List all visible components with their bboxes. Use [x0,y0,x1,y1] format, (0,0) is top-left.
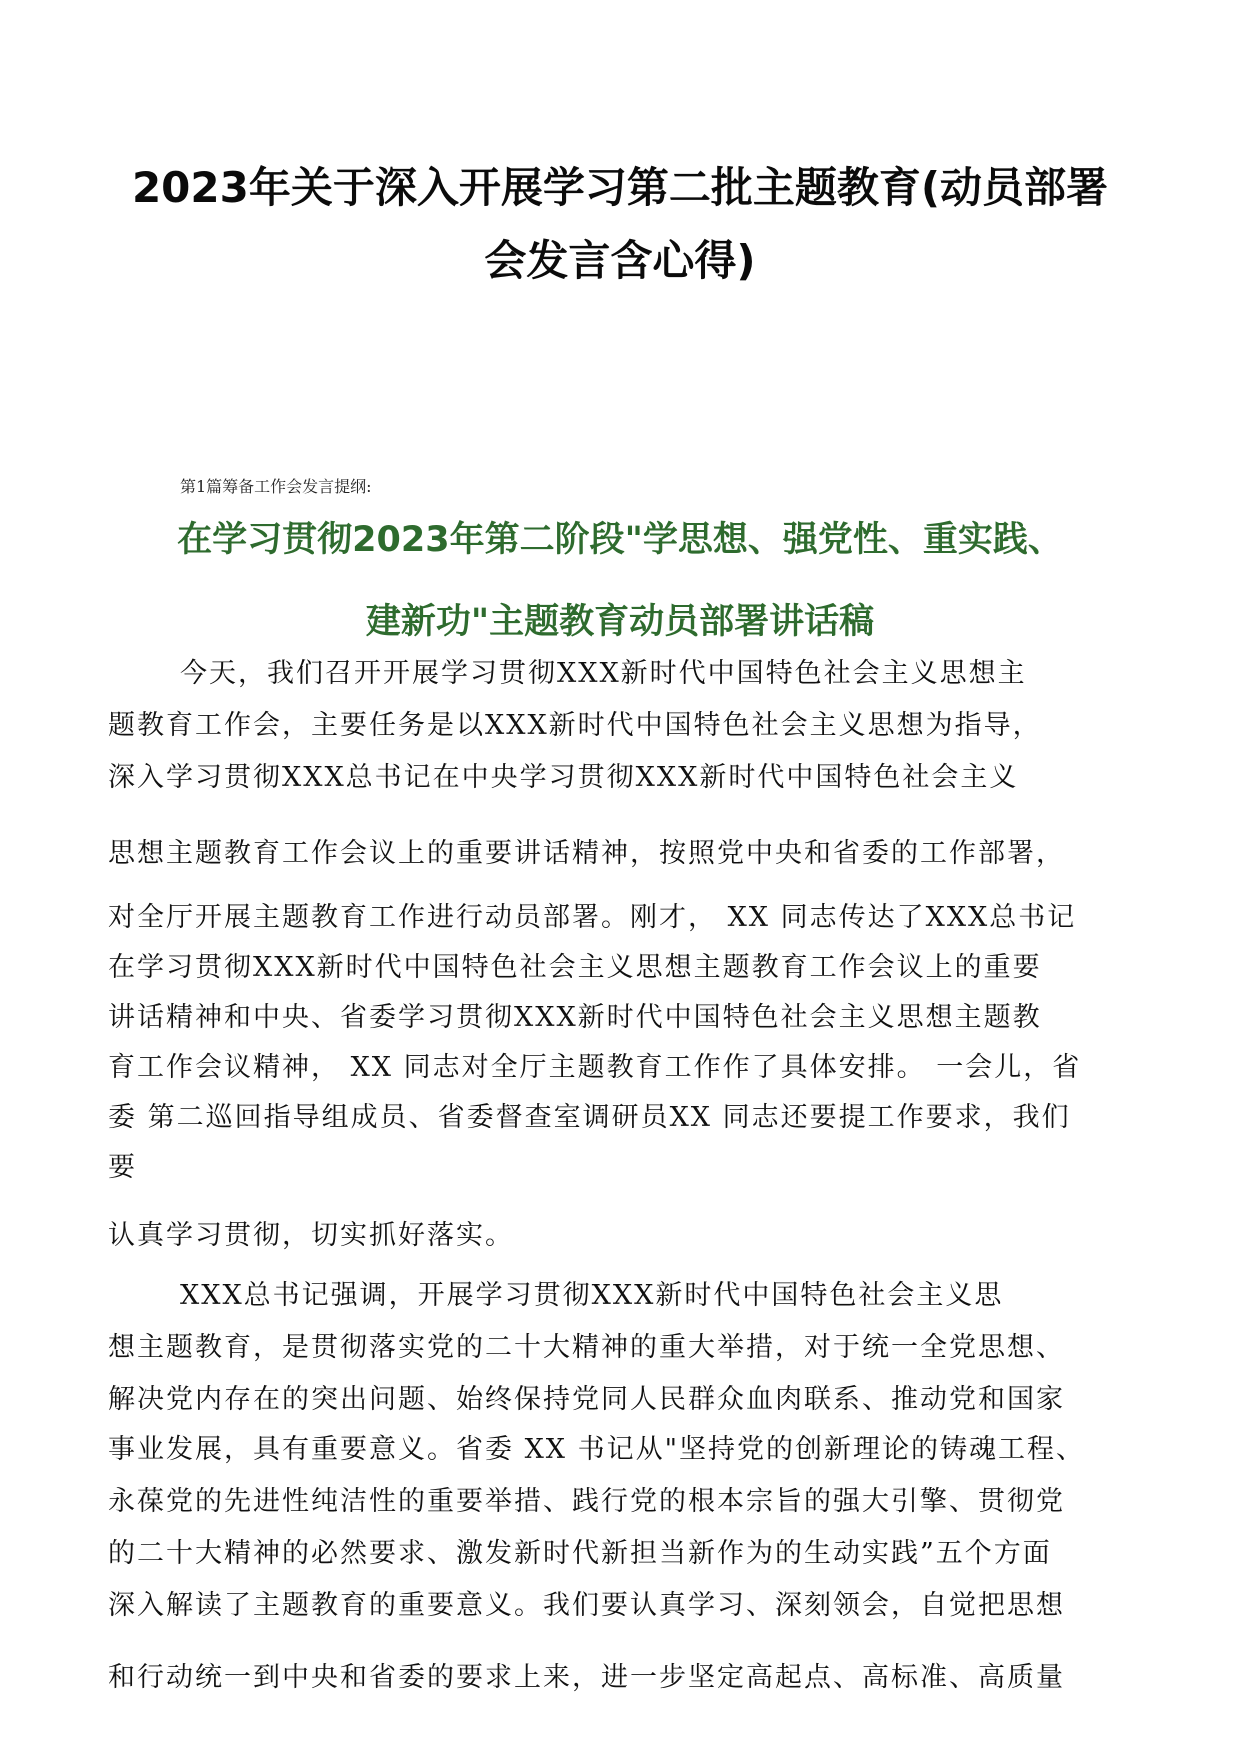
body-line: XXX总书记强调，开展学习贯彻XXX新时代中国特色社会主义思 [180,1280,1004,1311]
speech-title-line-2: 建新功"主题教育动员部署讲话稿 [365,602,875,642]
body-line: 在学习贯彻XXX新时代中国特色社会主义思想主题教育工作会议上的重要 [108,952,1042,983]
body-line: 深入学习贯彻XXX总书记在中央学习贯彻XXX新时代中国特色社会主义 [108,762,1019,793]
body-line: 深入解读了主题教育的重要意义。我们要认真学习、深刻领会，自觉把思想 [108,1590,1065,1621]
body-line: 永葆党的先进性纯洁性的重要举措、践行党的根本宗旨的强大引擎、贯彻党 [108,1486,1065,1517]
body-line: 委 第二巡回指导组成员、省委督查室调研员XX 同志还要提工作要求，我们 [108,1102,1071,1133]
section-label: 第1篇筹备工作会发言提纲: [180,477,372,496]
body-line: 事业发展，具有重要意义。省委 XX 书记从"坚持党的创新理论的铸魂工程、 [108,1434,1086,1465]
body-line: 育工作会议精神， XX 同志对全厅主题教育工作作了具体安排。 一会儿，省 [108,1052,1082,1083]
body-line: 今天，我们召开开展学习贯彻XXX新时代中国特色社会主义思想主 [180,658,1027,689]
body-line: 要 [108,1152,137,1183]
body-line: 认真学习贯彻，切实抓好落实。 [108,1220,514,1251]
body-line: 和行动统一到中央和省委的要求上来，进一步坚定高起点、高标准、高质量 [108,1662,1065,1693]
speech-title-line-1: 在学习贯彻2023年第二阶段"学思想、强党性、重实践、 [177,520,1063,560]
document-title-line-1: 2023年关于深入开展学习第二批主题教育(动员部署 [131,163,1109,212]
body-line: 题教育工作会，主要任务是以XXX新时代中国特色社会主义思想为指导， [108,710,1042,741]
body-line: 的二十大精神的必然要求、激发新时代新担当新作为的生动实践”五个方面 [108,1538,1052,1569]
body-line: 讲话精神和中央、省委学习贯彻XXX新时代中国特色社会主义思想主题教 [108,1002,1042,1033]
body-line: 对全厅开展主题教育工作进行动员部署。刚才， XX 同志传达了XXX总书记 [108,902,1077,933]
body-line: 思想主题教育工作会议上的重要讲话精神，按照党中央和省委的工作部署， [108,838,1065,869]
body-line: 解决党内存在的突出问题、始终保持党同人民群众血肉联系、推动党和国家 [108,1384,1065,1415]
body-line: 想主题教育，是贯彻落实党的二十大精神的重大举措，对于统一全党思想、 [108,1332,1065,1363]
document-title-line-2: 会发言含心得) [484,236,756,285]
